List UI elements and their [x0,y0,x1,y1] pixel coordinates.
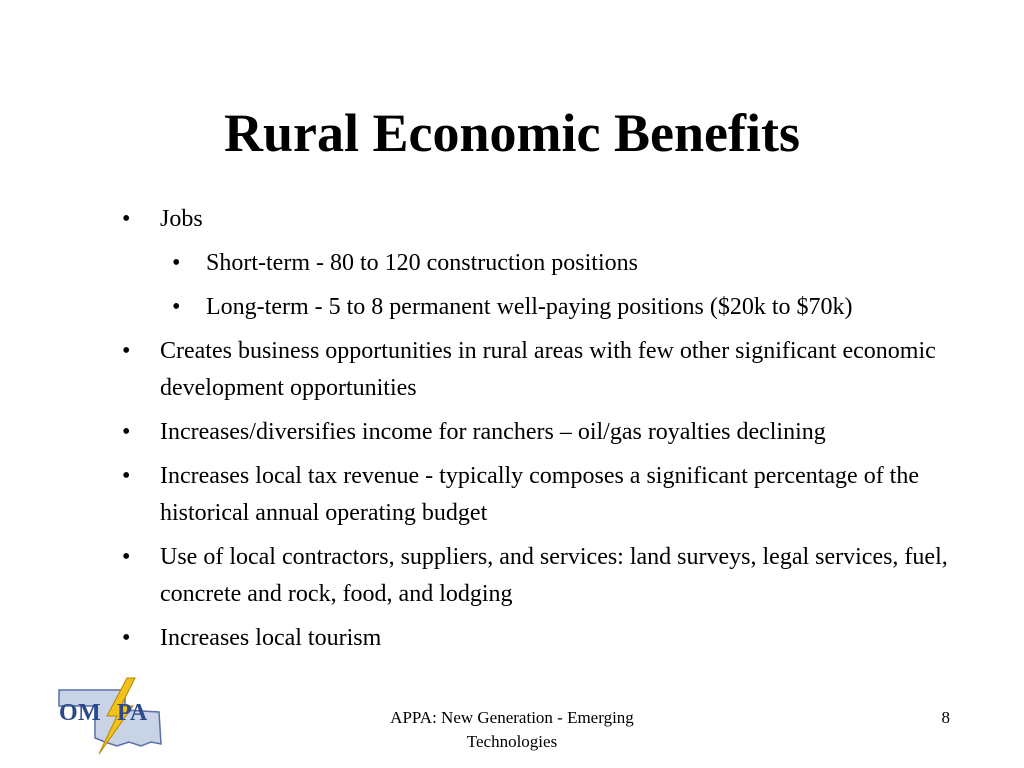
bullet-text: Creates business opportunities in rural areas with few other significant economic development opportunities [160,338,936,401]
bullet-marker: • [122,544,131,570]
sub-bullet-list [160,245,982,326]
slide-title: Rural Economic Benefits [224,103,800,163]
bullet-marker: • [122,338,131,364]
bullet-marker: • [122,206,131,232]
bullet-item-jobs [122,201,982,326]
bullet-marker: • [172,294,181,320]
bullet-item [122,539,982,613]
logo-letter-m: M [78,700,101,726]
bullet-text: Increases/diversifies income for ranchers – oil/gas royalties declining [160,419,826,445]
bullet-marker: • [122,625,131,651]
page-number: 8 [941,708,950,727]
bullet-marker: • [172,250,181,276]
bullet-item [122,620,982,657]
bullet-list [122,201,982,664]
bullet-item [122,333,982,407]
footer-title: APPA: New Generation - Emerging Technologies [390,708,634,751]
bullet-text: Use of local contractors, suppliers, and services: land surveys, legal services, fuel, concrete and rock, food, and lodging [160,544,948,607]
logo-letter-o: O [59,700,78,726]
bullet-item [122,458,982,532]
sub-bullet-text: Short-term - 80 to 120 construction positions [206,250,638,276]
sub-bullet-item [160,245,982,282]
logo-letters-pa: PA [117,700,148,726]
bullet-marker: • [122,463,131,489]
ompa-logo [55,676,165,756]
bullet-text: Increases local tax revenue - typically composes a significant percentage of the historical annual operating budget [160,463,919,526]
bullet-item [122,414,982,451]
bullet-text: Increases local tourism [160,625,382,651]
sub-bullet-text: Long-term - 5 to 8 permanent well-paying positions ($20k to $70k) [206,294,853,320]
sub-bullet-item [160,289,982,326]
bullet-marker: • [122,419,131,445]
bullet-text: Jobs [160,206,203,232]
